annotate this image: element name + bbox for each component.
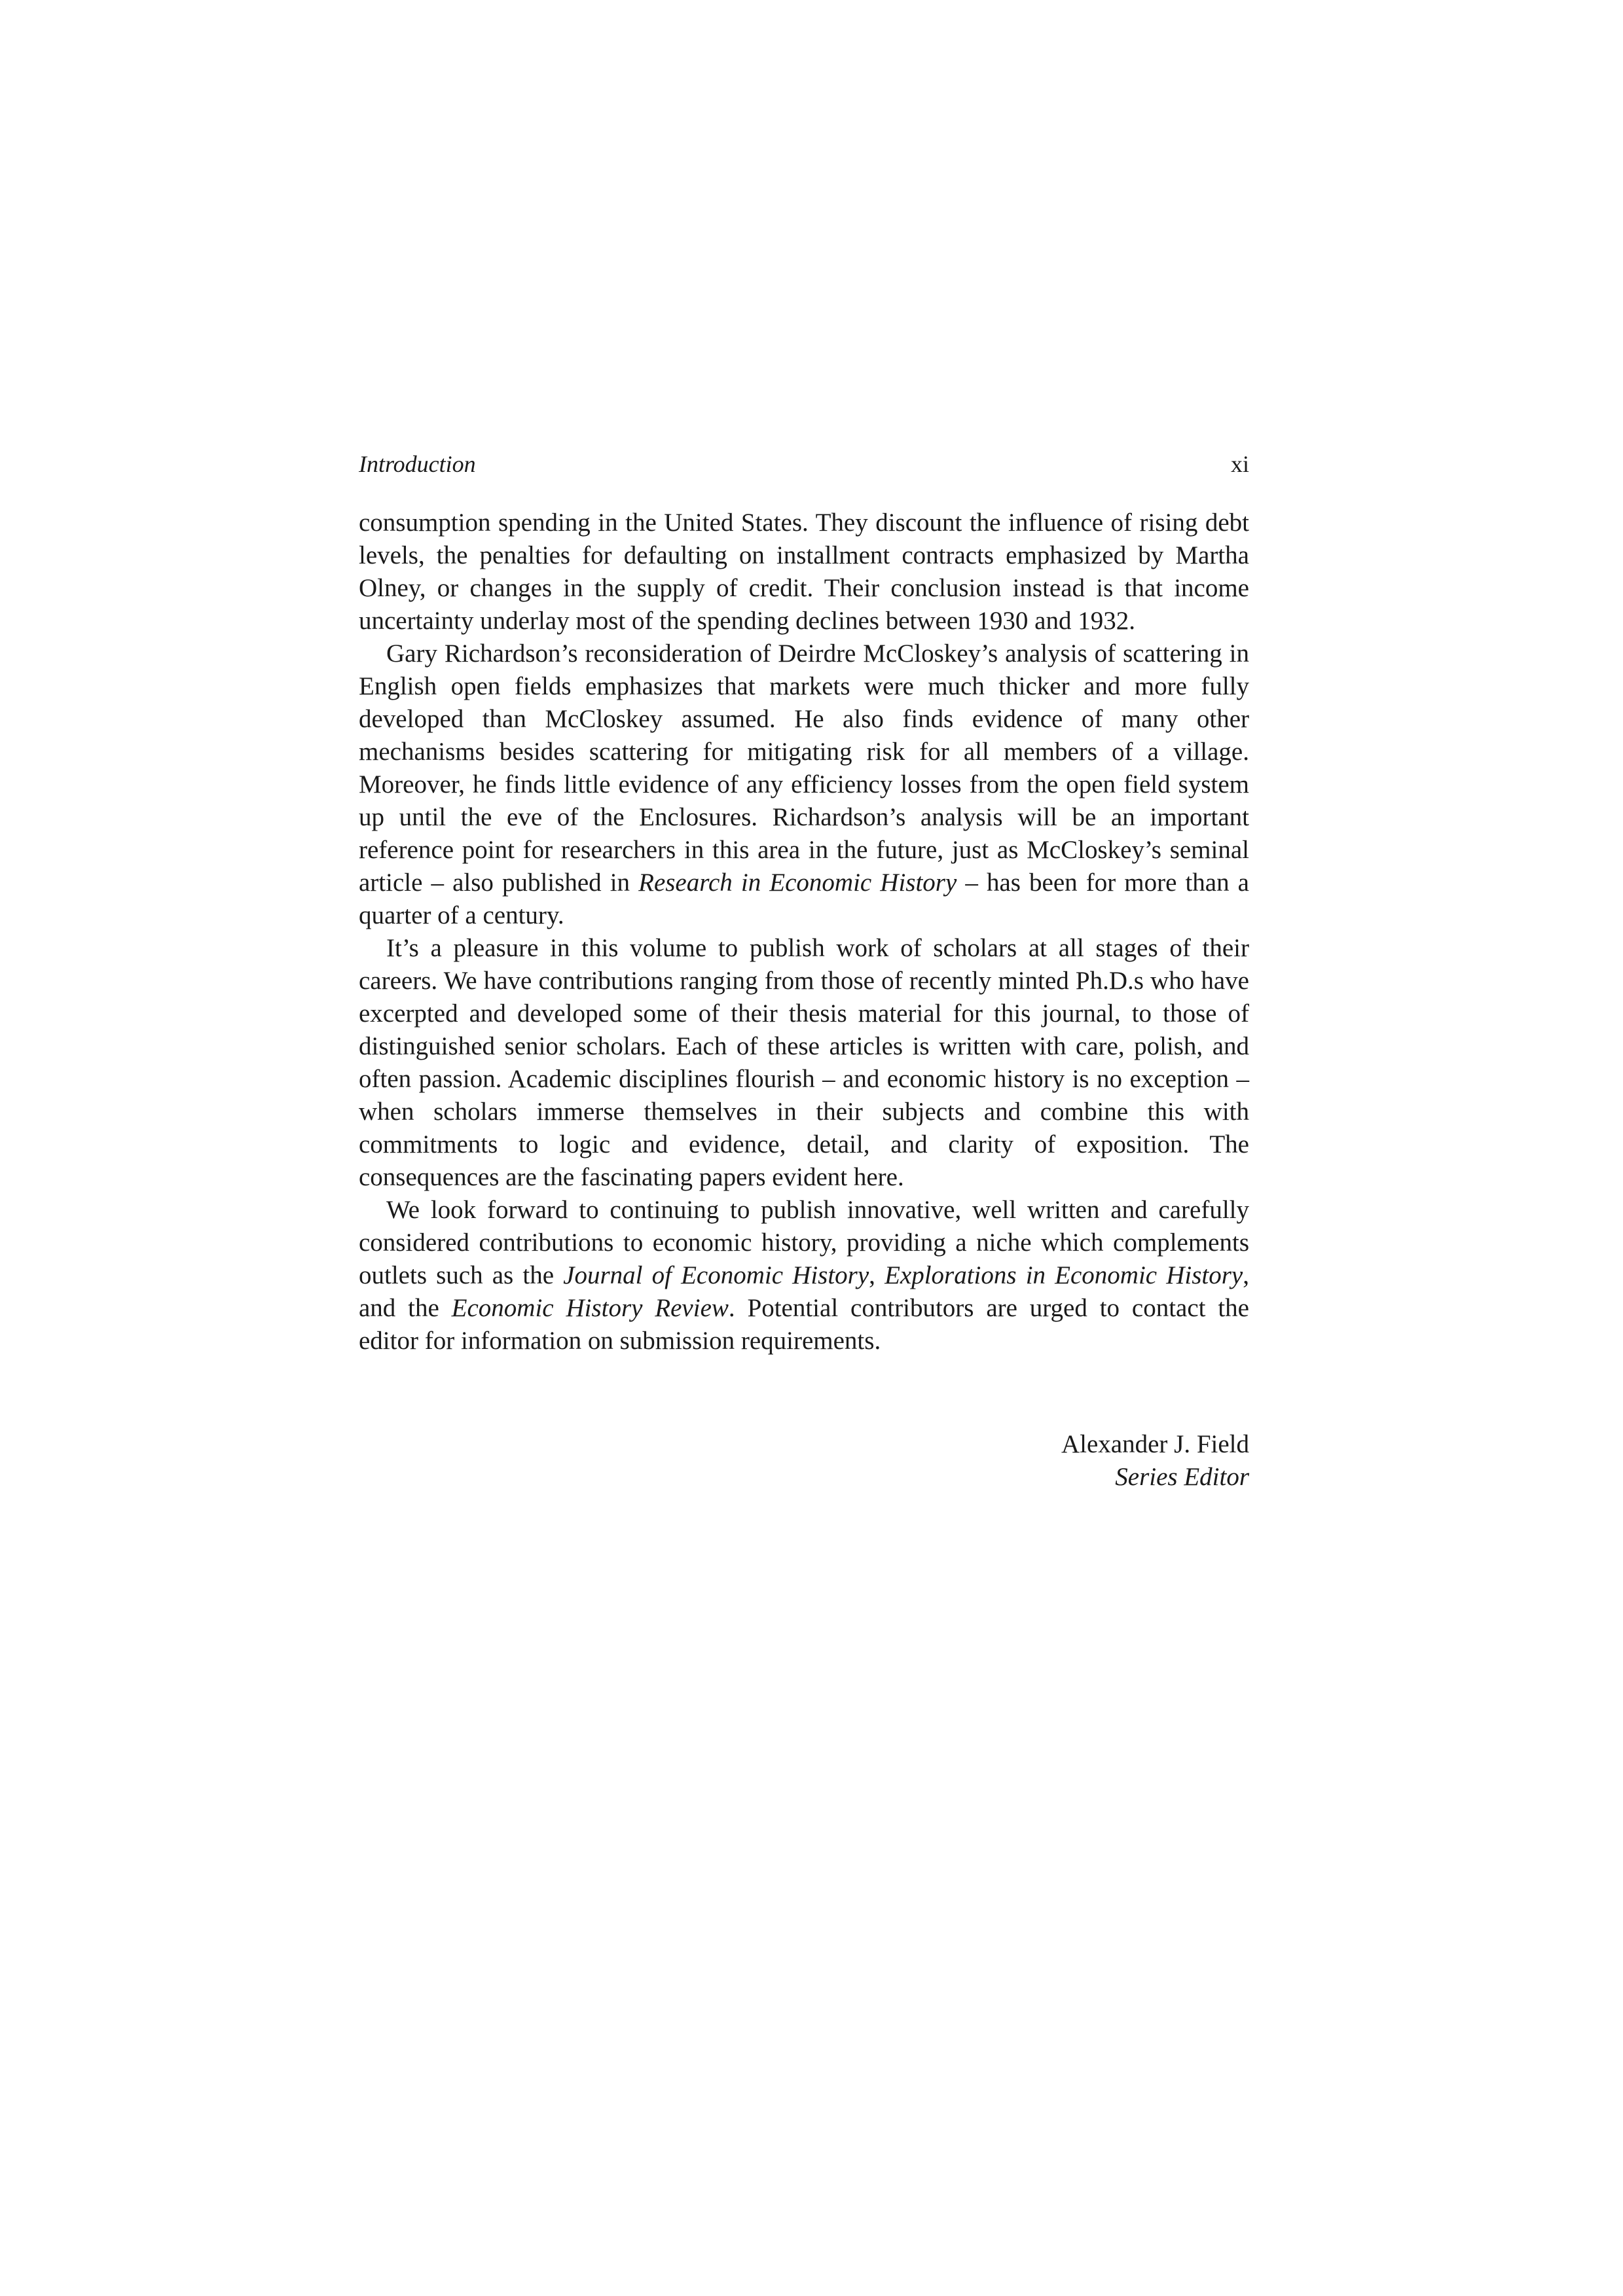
- text-segment: consumption spending in the United States. They discount the influence of rising debt levels, the penalties for defaulting on installment contracts emphasized by Martha Olney, or changes in the supply of credit. Their conclusion instead is that income uncertainty underlay most of the spending declines between 1930 and 1932.: [359, 509, 1249, 635]
- signature-block: [359, 1428, 1249, 1494]
- text-segment: . Potential contributors are urged to contact the editor for information on submission requirements.: [359, 1294, 1249, 1355]
- journal-title: Journal of Economic History: [563, 1261, 869, 1289]
- text-segment: It’s a pleasure in this volume to publish work of scholars at all stages of their careers. We have contributions ranging from those of recently minted Ph.D.s who have excerpted and developed some of their thesis material for this journal, to those of distinguished senior scholars. Each of these articles is written with care, polish, and often passion. Academic disciplines flourish – and economic history is no exception – when scholars immerse themselves in their subjects and combine this with commitments to logic and evidence, detail, and clarity of exposition. The consequences are the fascinating papers evident here.: [359, 934, 1249, 1191]
- running-head: Introduction: [359, 451, 476, 477]
- paragraph-2: [359, 637, 1249, 932]
- paragraph-1: [359, 507, 1249, 637]
- journal-title: Research in Economic History: [638, 869, 957, 897]
- text-segment: , and the: [359, 1261, 1249, 1322]
- journal-title: Economic History Review: [451, 1294, 729, 1322]
- page-header: [359, 448, 1249, 480]
- page-number: xi: [1230, 451, 1249, 477]
- paragraph-3: [359, 932, 1249, 1194]
- author-role: Series Editor: [1115, 1463, 1249, 1491]
- text-segment: We look forward to continuing to publish innovative, well written and carefully considered contributions to economic history, providing a niche which complements outlets such as the: [359, 1196, 1249, 1289]
- body-text: [359, 507, 1249, 1357]
- journal-title: Explorations in Economic History: [884, 1261, 1243, 1289]
- text-segment: ,: [869, 1261, 885, 1289]
- text-segment: Gary Richardson’s reconsideration of Deirdre McCloskey’s analysis of scattering in English open fields emphasizes that markets were much thicker and more fully developed than McCloskey assumed. He also finds evidence of many other mechanisms besides scattering for mitigating risk for all members of a village. Moreover, he finds little evidence of any efficiency losses from the open field system up until the eve of the Enclosures. Richardson’s analysis will be an important reference point for researchers in this area in the future, just as McCloskey’s seminal article – also published in: [359, 639, 1249, 897]
- text-segment: – has been for more than a quarter of a century.: [359, 869, 1249, 929]
- paragraph-4: [359, 1194, 1249, 1357]
- author-name: Alexander J. Field: [1061, 1430, 1249, 1458]
